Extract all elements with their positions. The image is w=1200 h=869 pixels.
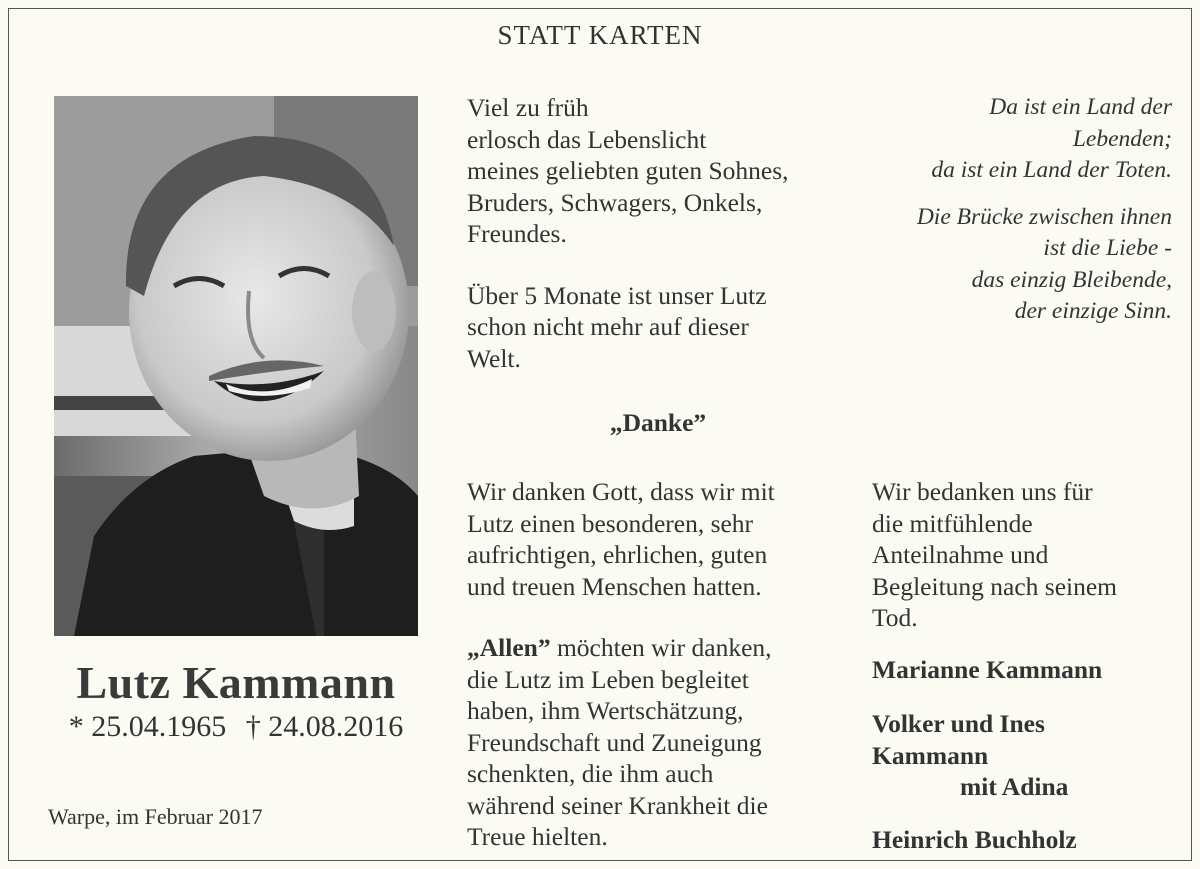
middle-column-bottom [467,476,857,853]
life-dates [54,710,418,744]
birth-date: * 25.04.1965 [68,710,227,743]
danke-heading: „Danke” [609,408,707,437]
right-thanks [872,476,1172,634]
signature-volker-ines [872,708,1068,803]
portrait-photo [54,96,418,636]
signature-heinrich: Heinrich Buchholz [872,825,1077,854]
middle-column-top [467,92,857,374]
gratitude-paragraph: Wir danken Gott, dass wir mit Lutz einen besonderen, sehr aufrichtigen, ehrlichen, guten und treuen Menschen hatten. [467,477,775,601]
poem-stanza-1: Da ist ein Land der Lebenden; da ist ein Land der Toten. [931,94,1172,183]
signature-line-2: Kammann [872,740,989,770]
deceased-name: Lutz Kammann [76,657,396,708]
thanks-all-text: möchten wir danken, die Lutz im Leben begleitet haben, ihm Wertschätzung, Freundschaft und Zuneigung schenkten, die ihm auch während seiner Krankheit die Treue hielten. [467,633,772,851]
sympathy-thanks-paragraph: Wir bedanken uns für die mitfühlende Anteilnahme und Begleitung nach seinem Tod. [872,477,1118,632]
allen-bold: „Allen” [467,633,551,662]
poem [812,92,1172,328]
poem-stanza-2: Die Brücke zwischen ihnen ist die Liebe - das einzig Bleibende, der einzige Sinn. [916,203,1172,324]
notice-heading: STATT KARTEN [497,20,703,50]
memorial-paragraph-2: Über 5 Monate ist unser Lutz schon nicht mehr auf dieser Welt. [467,280,767,373]
memorial-paragraph-1: Viel zu früh erlosch das Lebenslicht meines geliebten guten Sohnes, Bruders, Schwagers, Onkels, Freundes. [467,93,789,248]
signature-line-1: Volker und Ines [872,709,1045,738]
thanks-all-paragraph [467,632,857,853]
signature-marianne: Marianne Kammann [872,655,1103,684]
death-date: † 24.08.2016 [245,710,404,743]
place-and-date: Warpe, im Februar 2017 [48,804,263,829]
signature-line-3: mit Adina [960,772,1069,801]
